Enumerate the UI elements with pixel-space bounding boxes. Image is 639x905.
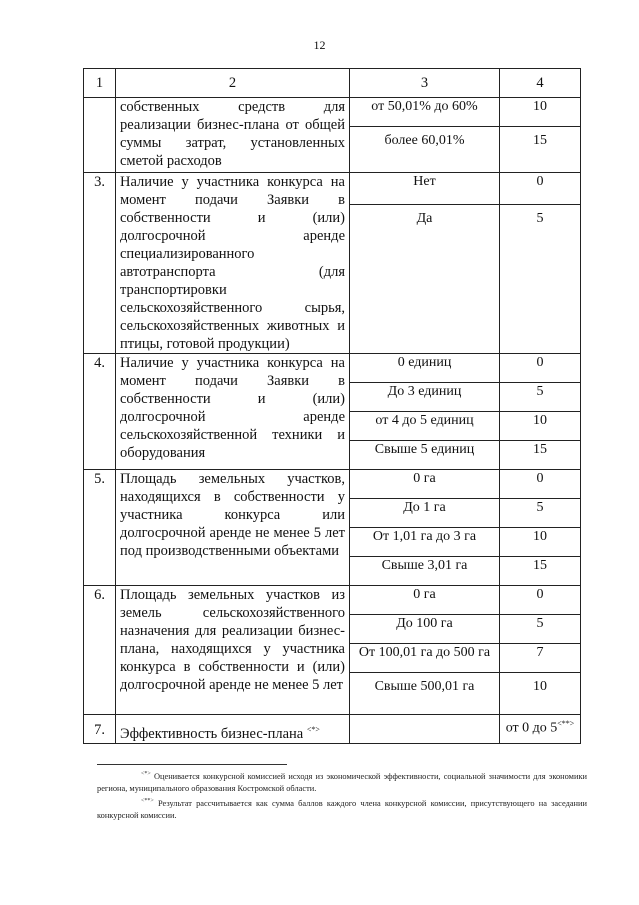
- option-points: 5: [500, 499, 581, 528]
- criterion-text: Эффективность бизнес-плана: [120, 725, 304, 742]
- footnote-text: Результат рассчитывается как сумма баллов каждого члена конкурсной комиссии, присутствующего на заседании конкурсной комиссии.: [97, 798, 587, 820]
- footnote-mark: <*>: [141, 771, 151, 777]
- table-row: [84, 586, 581, 615]
- option-label: от 4 до 5 единиц: [350, 412, 500, 441]
- column-header: 3: [350, 69, 500, 98]
- table-row: [84, 98, 581, 127]
- criterion-text: Наличие у участника конкурса на момент подачи Заявки в собственности и (или) долгосрочной аренде специализированного автотранспорта (для транспортировки сельскохозяйственного сырья, сельскохозяйственных животных и птицы, готовой продукции): [116, 173, 350, 354]
- option-label: от 50,01% до 60%: [350, 98, 500, 127]
- table-header-row: [84, 69, 581, 98]
- criterion-text: собственных средств для реализации бизнес-плана от общей суммы затрат, установленных сметой расходов: [116, 98, 350, 173]
- footnote-mark: <*>: [306, 725, 320, 734]
- footnote: [97, 768, 587, 795]
- option-label: От 100,01 га до 500 га: [350, 644, 500, 673]
- option-points: 15: [500, 441, 581, 470]
- table-row: [84, 715, 581, 744]
- option-points: 0: [500, 470, 581, 499]
- row-number: [84, 98, 116, 173]
- option-points: 5: [500, 615, 581, 644]
- table-row: [84, 173, 581, 205]
- option-label: более 60,01%: [350, 127, 500, 173]
- option-points: 7: [500, 644, 581, 673]
- option-points: 15: [500, 127, 581, 173]
- option-points: 10: [500, 412, 581, 441]
- criterion-text: Площадь земельных участков из земель сельскохозяйственного назначения для реализации бизнес-плана, находящихся у участника конкурса в собственности и (или) долгосрочной аренде не менее 5 лет: [116, 586, 350, 715]
- criterion-cell: [116, 715, 350, 744]
- option-label: От 1,01 га до 3 га: [350, 528, 500, 557]
- option-label: Свыше 500,01 га: [350, 673, 500, 715]
- criteria-table: [83, 68, 581, 744]
- option-label: Нет: [350, 173, 500, 205]
- footnote-text: Оценивается конкурсной комиссией исходя из экономической эффективности, социальной значимости для экономики региона, муниципального образования Костромской области.: [97, 771, 587, 793]
- footnote-mark: <**>: [141, 797, 154, 804]
- footnotes: [97, 768, 587, 822]
- footnote-separator: [97, 764, 287, 765]
- option-points: 10: [500, 98, 581, 127]
- column-header: 4: [500, 69, 581, 98]
- option-points: 15: [500, 557, 581, 586]
- option-label: Да: [350, 205, 500, 354]
- table-row: [84, 470, 581, 499]
- points-cell: [500, 715, 581, 744]
- option-label: 0 га: [350, 586, 500, 615]
- option-points: 10: [500, 528, 581, 557]
- column-header: 1: [84, 69, 116, 98]
- option-label: До 3 единиц: [350, 383, 500, 412]
- column-header: 2: [116, 69, 350, 98]
- table-row: [84, 354, 581, 383]
- footnote-mark: <**>: [557, 719, 575, 728]
- page-number: 12: [313, 38, 326, 52]
- option-points: 0: [500, 173, 581, 205]
- option-label: [350, 715, 500, 744]
- criterion-text: Наличие у участника конкурса на момент подачи Заявки в собственности и (или) долгосрочной аренде сельскохозяйственной техники и оборудования: [116, 354, 350, 470]
- row-number: 5.: [84, 470, 116, 586]
- option-label: 0 га: [350, 470, 500, 499]
- option-label: Свыше 3,01 га: [350, 557, 500, 586]
- option-points: 10: [500, 673, 581, 715]
- option-points: 5: [500, 383, 581, 412]
- option-label: Свыше 5 единиц: [350, 441, 500, 470]
- option-points: 0: [500, 586, 581, 615]
- option-points: 0: [500, 354, 581, 383]
- option-points: 5: [500, 205, 581, 354]
- option-label: 0 единиц: [350, 354, 500, 383]
- row-number: 3.: [84, 173, 116, 354]
- row-number: 7.: [84, 715, 116, 744]
- footnote: [97, 795, 587, 822]
- row-number: 4.: [84, 354, 116, 470]
- option-label: До 1 га: [350, 499, 500, 528]
- row-number: 6.: [84, 586, 116, 715]
- option-points: от 0 до 5: [505, 720, 558, 736]
- option-label: До 100 га: [350, 615, 500, 644]
- criterion-text: Площадь земельных участков, находящихся в собственности у участника конкурса или долгосрочной аренде не менее 5 лет под производственными объектами: [116, 470, 350, 586]
